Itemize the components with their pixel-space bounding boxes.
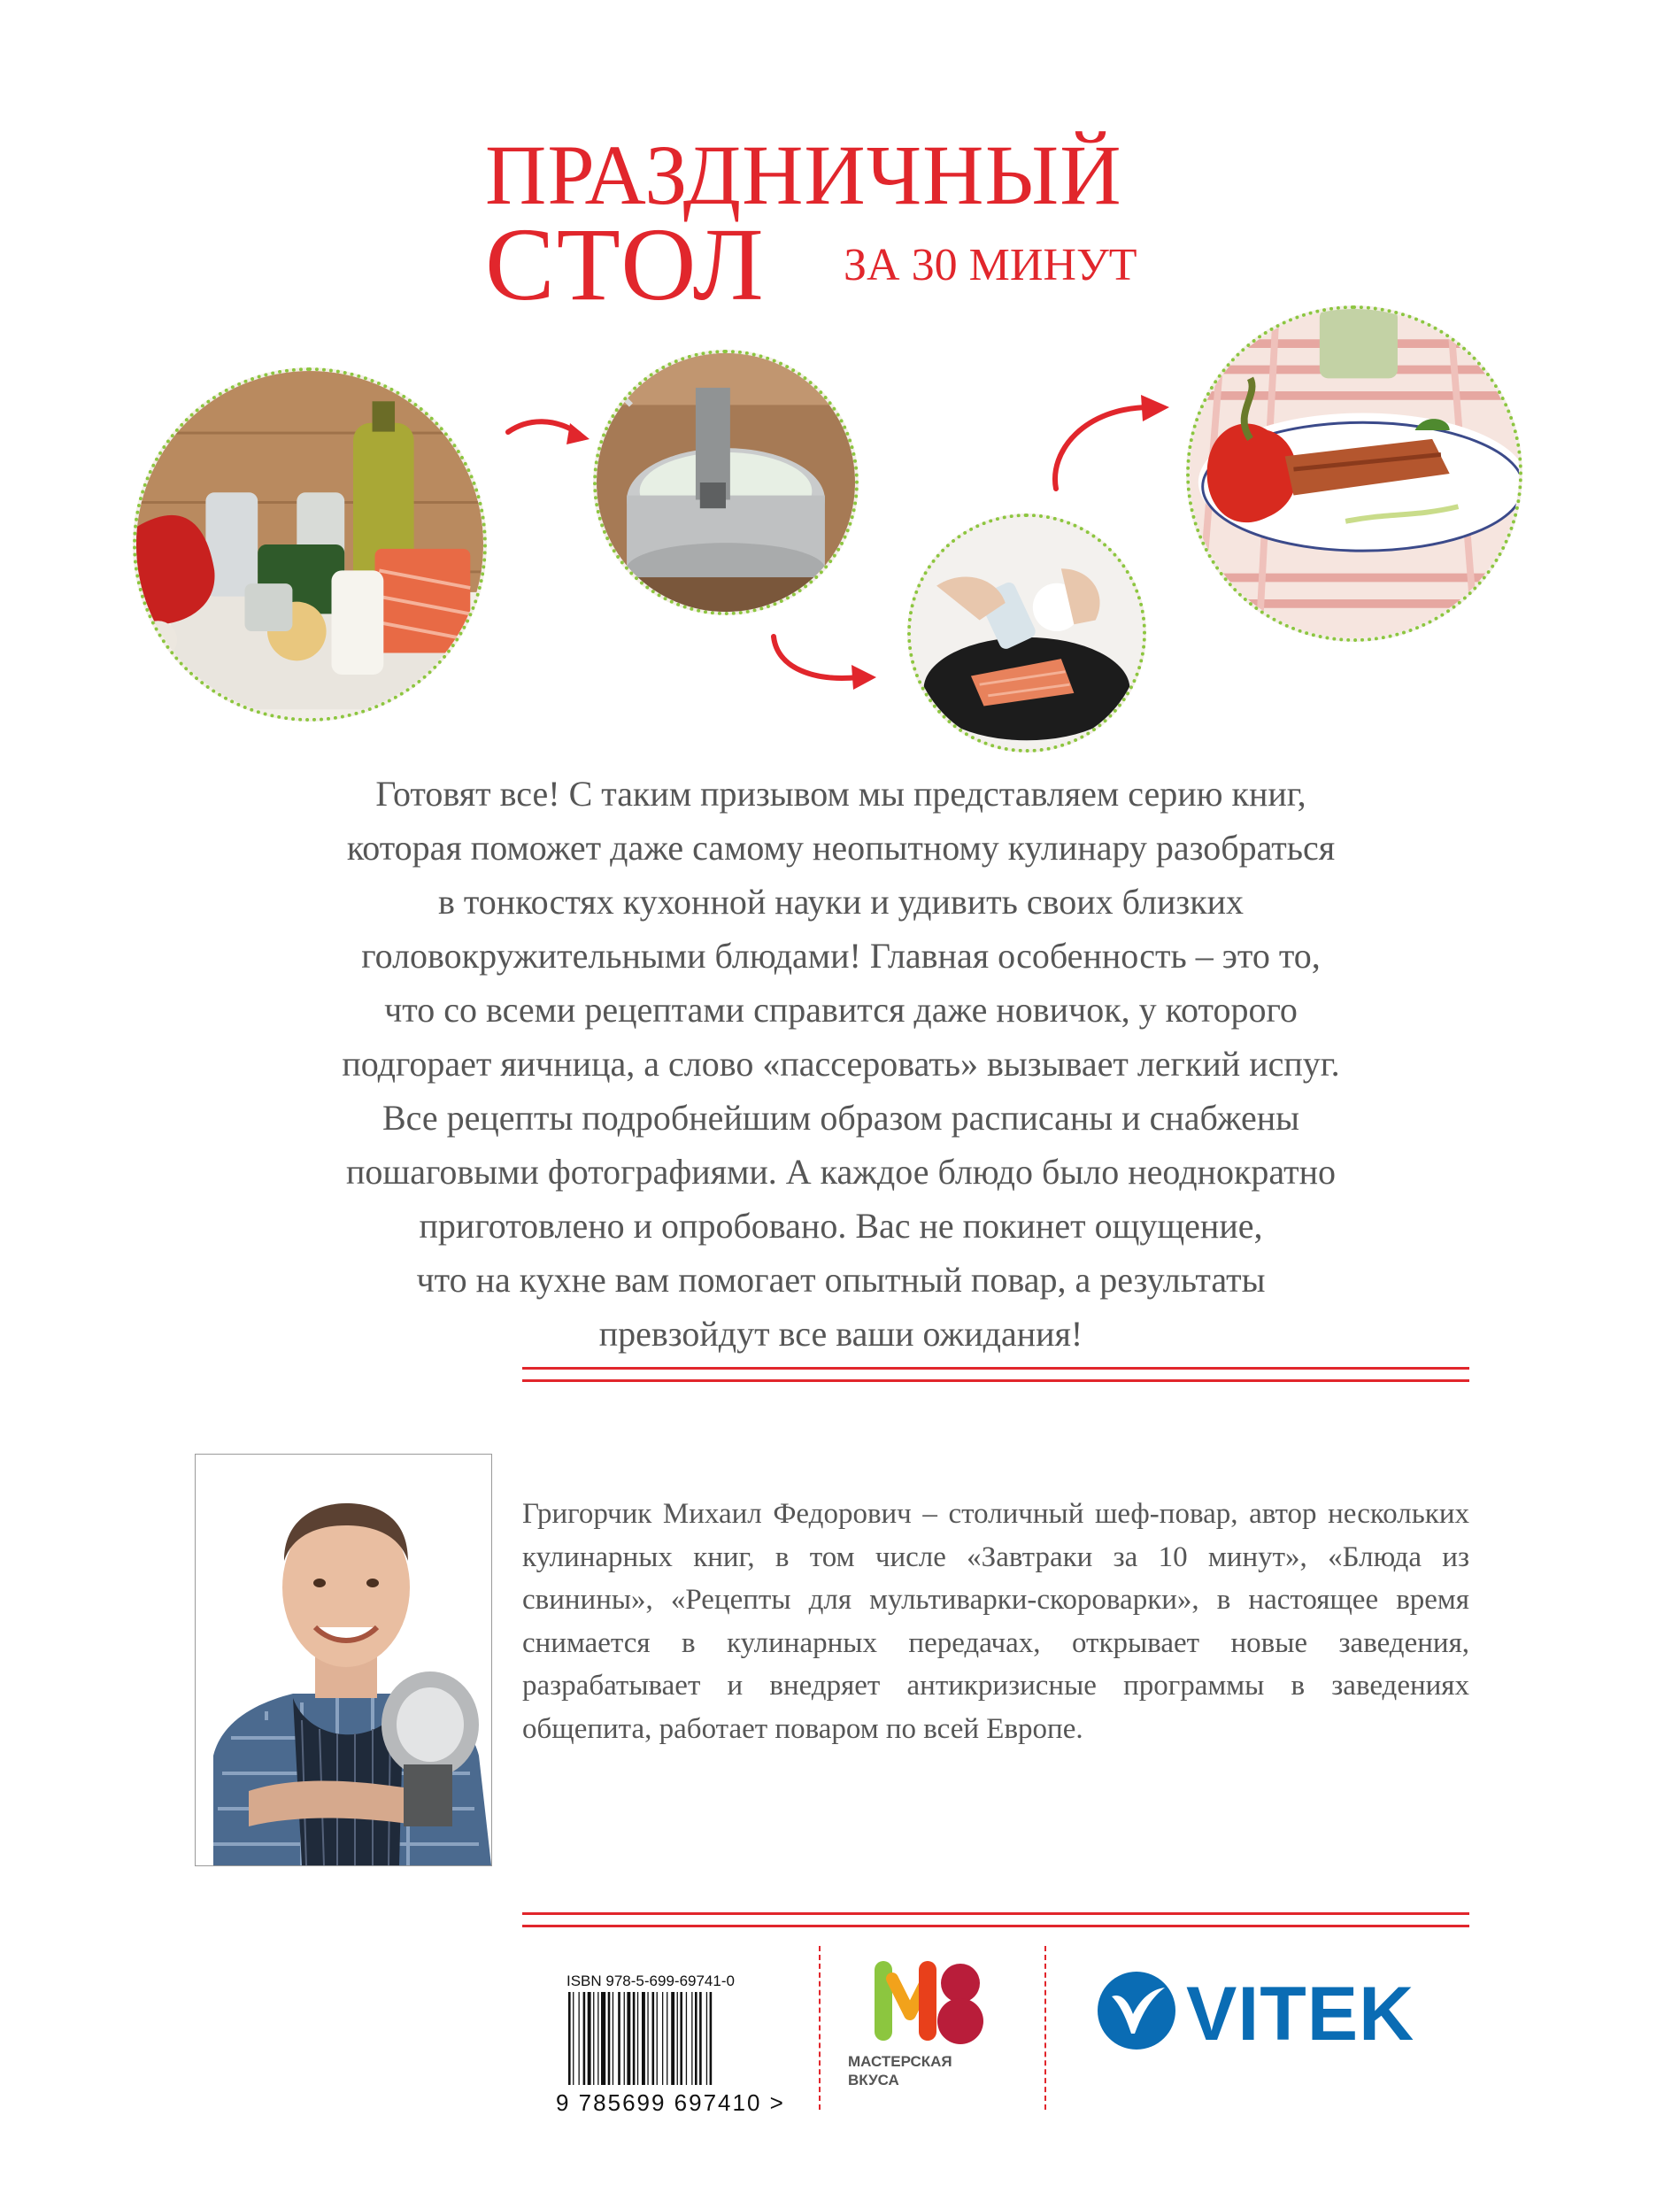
finished-dish-photo bbox=[1186, 305, 1522, 642]
barcode-digits: 9 785699 697410 > bbox=[556, 2089, 785, 2116]
blender-sauce-photo bbox=[593, 350, 859, 615]
publisher-logo bbox=[859, 1952, 991, 2050]
step-arrow-1 bbox=[506, 416, 595, 452]
intro-line: приготовлено и опробовано. Вас не покинет ощущение, bbox=[419, 1206, 1263, 1246]
footer-separator bbox=[819, 1946, 821, 2110]
salting-salmon-photo bbox=[907, 513, 1146, 753]
vitek-wordmark: VITEK bbox=[1186, 1972, 1415, 2057]
divider-rule bbox=[522, 1925, 1469, 1927]
isbn-text: ISBN 978-5-699-69741-0 bbox=[566, 1973, 735, 1989]
title-line-2: СТОЛ bbox=[485, 206, 766, 322]
intro-line: Все рецепты подробнейшим образом расписаны и снабжены bbox=[381, 1098, 1300, 1138]
intro-line: пошаговыми фотографиями. А каждое блюдо было неоднократно bbox=[345, 1152, 1336, 1192]
publisher-logo-icon bbox=[859, 1952, 991, 2050]
intro-line: в тонкостях кухонной науки и удивить своих близких bbox=[437, 882, 1245, 922]
intro-line: головокружительными блюдами! Главная особенность – это то, bbox=[361, 936, 1321, 976]
intro-line: Готовят все! С таким призывом мы представляем серию книг, bbox=[375, 774, 1306, 814]
ingredients-photo bbox=[133, 367, 487, 722]
divider-rule bbox=[522, 1912, 1469, 1915]
publisher-logo-caption bbox=[848, 2052, 952, 2089]
intro-line: превзойдут все ваши ожидания! bbox=[598, 1314, 1083, 1354]
vitek-logo-icon bbox=[1096, 1970, 1177, 2051]
title-line-1: ПРАЗДНИЧНЫЙ bbox=[485, 127, 1122, 222]
author-portrait bbox=[195, 1454, 492, 1866]
publisher-logo-line: ВКУСА bbox=[848, 2072, 899, 2088]
intro-line: подгорает яичница, а слово «пассеровать» вызывает легкий испуг. bbox=[342, 1044, 1340, 1084]
title-subtitle: ЗА 30 МИНУТ bbox=[844, 240, 1137, 290]
step-arrow-3 bbox=[1049, 390, 1182, 496]
intro-paragraph bbox=[177, 767, 1505, 1361]
intro-line: что на кухне вам помогает опытный повар, а результаты bbox=[416, 1260, 1266, 1300]
divider-rule bbox=[522, 1379, 1469, 1382]
divider-rule bbox=[522, 1367, 1469, 1370]
intro-line: что со всеми рецептами справится даже новичок, у которого bbox=[384, 990, 1298, 1030]
step-arrow-2 bbox=[770, 633, 885, 695]
author-bio: Григорчик Михаил Федорович – столичный шеф-повар, автор нескольких кулинарных книг, в том числе «Завтраки за 10 минут», «Блюда из свинины», «Рецепты для мультиварки-скороварки», в настоящее время снимается в кулинарных передачах, открывает новые заведения, разрабатывает и внедряет антикризисные программы в заведениях общепита, работает поваром по всей Европе. bbox=[522, 1498, 1469, 1745]
footer-separator bbox=[1044, 1946, 1046, 2110]
barcode bbox=[566, 1992, 779, 2085]
publisher-logo-line: МАСТЕРСКАЯ bbox=[848, 2053, 952, 2070]
intro-line: которая поможет даже самому неопытному кулинару разобраться bbox=[346, 828, 1336, 868]
